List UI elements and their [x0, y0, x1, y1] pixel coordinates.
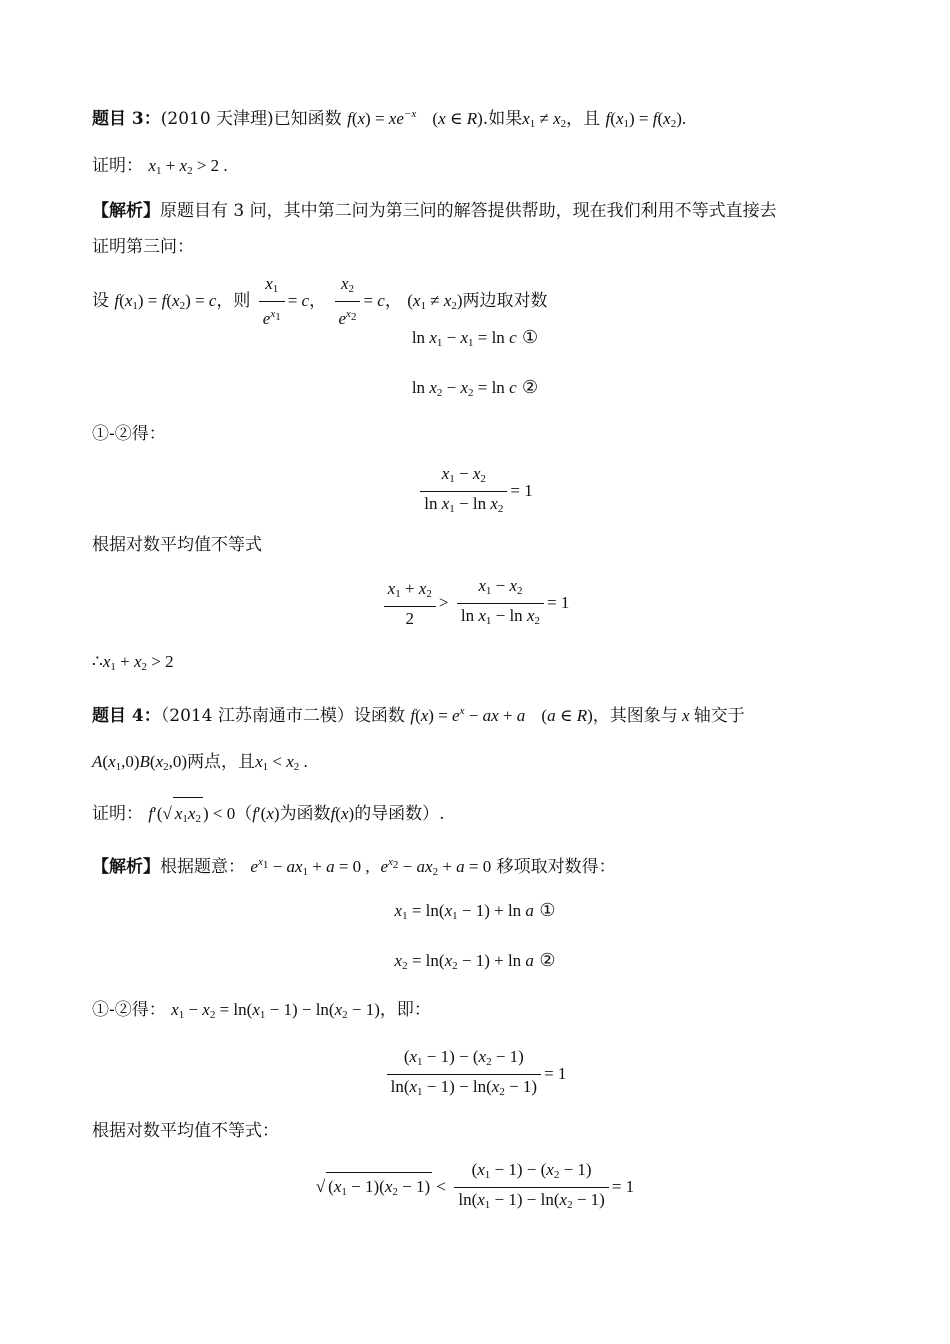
problem3-function: f [347, 109, 352, 128]
problem4-inequality: √ $(x_1 - 1)(x_2 - 1)$ < $\frac{(x_1 - 1) - (x_2 - 1)}{\ln(x_1 - 1) - \ln(x_2 - 1)}$ = 1 [315, 1160, 635, 1211]
problem4-source: （2014 江苏南通市二模） [160, 706, 354, 726]
problem3-title: 题目 3 [92, 109, 144, 129]
problem4-prove: 证明： f′(√ $x_1x_2$ ) < 0（f′(x)为函数f(x)的导函数）. [92, 797, 870, 835]
fraction-x2: $\frac{x_2}{e^{x_2}}$ [335, 272, 361, 331]
problem3-prove: 证明： $x_1 + x_2 > 2$ . [92, 156, 228, 177]
problem4-ratio: $\frac{(x_1 - 1) - (x_2 - 1)}{\ln(x_1 - 1) - \ln(x_2 - 1)}$ = 1 [0, 1045, 950, 1104]
problem3-conclusion: $\therefore x_1 + x_2 > 2$ [92, 652, 174, 673]
problem4-analysis: 【解析】根据题意： $e^{x_1} - ax_1 + a = 0$ , $e^{x_2} - ax_2 + a = 0$ 移项取对数得： [92, 856, 616, 878]
problem3-equation-1: $\ln x_1 - x_1 = \ln c$ ① [411, 327, 539, 349]
problem3-source: (2010 天津理) [160, 109, 274, 129]
problem3-ineq-label: 根据对数平均值不等式 [92, 535, 262, 555]
problem3-setup: 设 $f(x_1) = f(x_2) = c$，则 $\frac{x_1}{e^{x_1}}$ = c， $\frac{x_2}{e^{x_2}}$ = c， $(x_1 \ne x_2)$两边取对数 [92, 272, 870, 331]
problem4-points: $A(x_1,0)B(x_2,0)$两点，且$x_1 < x_2$ . [92, 752, 308, 773]
problem4-title: 题目 4 [92, 706, 144, 726]
problem3-analysis: 【解析】原题目有 3 问，其中第二问为第三问的解答提供帮助，现在我们利用不等式直接去 [92, 201, 777, 221]
problem3-statement: 题目 3：(2010 天津理)已知函数 $f(x) = xe^{-x}$ (x ∈ R).如果$x_1 \ne x_2$，且 $f(x_1) = f(x_2)$. [92, 108, 687, 130]
problem3-ratio: $\frac{x_1 - x_2}{\ln x_1 - \ln x_2}$ = 1 [0, 462, 950, 521]
problem4-subtract: ①-②得： $x_1 - x_2 = \ln(x_1 - 1) - \ln(x_2 - 1)$，即： [92, 1000, 431, 1021]
problem3-analysis-cont: 证明第三问： [92, 237, 194, 257]
problem4-equation-1: $x_1 = \ln(x_1 - 1) + \ln a$ ① [394, 900, 556, 922]
problem3-subtract: ①-②得： [92, 424, 166, 444]
problem3-inequality: $\frac{x_1 + x_2}{2}$ > $\frac{x_1 - x_2}{\ln x_1 - \ln x_2}$ = 1 [0, 574, 950, 633]
problem3-equation-2: $\ln x_2 - x_2 = \ln c$ ② [411, 377, 539, 399]
problem4-equation-2: $x_2 = \ln(x_2 - 1) + \ln a$ ② [394, 950, 556, 972]
problem4-ineq-label: 根据对数平均值不等式： [92, 1121, 279, 1141]
problem4-statement: 题目 4：（2014 江苏南通市二模）设函数 $f(x) = e^x$ − ax + a (a ∈ R)，其图象与 x 轴交于 [92, 705, 745, 726]
fraction-x1: $\frac{x_1}{e^{x_1}}$ [259, 272, 285, 331]
